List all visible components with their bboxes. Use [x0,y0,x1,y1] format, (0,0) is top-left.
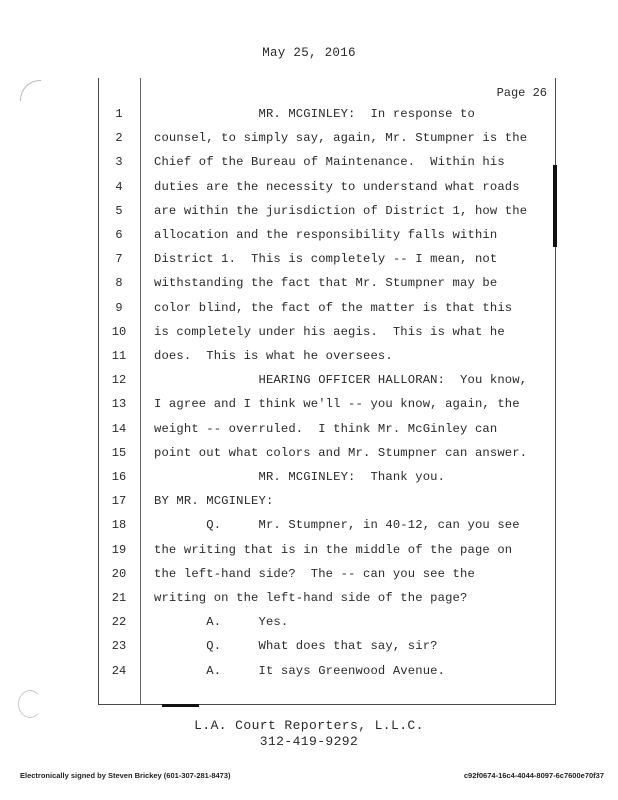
line-number: 10 [111,324,127,339]
line-number: 18 [111,518,127,533]
page-number: Page 26 [496,86,547,100]
transcript-line [98,296,554,320]
transcript-line [98,586,554,610]
line-number: 23 [111,639,127,654]
transcript-line [98,368,554,392]
transcript-line [98,392,554,416]
line-number: 16 [111,470,127,484]
line-text: does. This is what he oversees. [154,349,393,363]
punch-hole-mark [18,690,42,718]
reporter-phone: 312-419-9292 [259,734,359,749]
transcript-line [98,610,554,634]
line-text: Q. Mr. Stumpner, in 40-12, can you see [154,518,520,533]
line-text: Q. What does that say, sir? [154,639,438,654]
line-text: color blind, the fact of the matter is that this [154,300,513,315]
line-text: the writing that is in the middle of the page on [154,542,513,557]
line-number: 13 [111,397,127,412]
line-number: 4 [115,179,123,194]
line-text: counsel, to simply say, again, Mr. Stumpner is the [154,131,528,146]
transcript-line [98,659,554,683]
line-number: 8 [115,276,123,291]
transcript-line [98,126,554,150]
line-text: writing on the left-hand side of the page? [154,591,468,605]
line-number: 2 [115,131,123,146]
transcript-date: May 25, 2016 [262,46,356,60]
line-number: 20 [111,566,127,581]
line-text: MR. MCGINLEY: Thank you. [154,470,446,484]
transcript-line [98,199,554,223]
transcript-line [98,513,554,537]
transcript-line [98,223,554,247]
line-number: 21 [111,591,127,605]
line-number: 17 [111,494,127,509]
line-number: 15 [111,445,127,460]
line-number: 19 [111,542,127,557]
line-number: 1 [115,107,123,121]
transcript-line [98,175,554,199]
line-text: MR. MCGINLEY: In response to [154,107,475,121]
line-text: Chief of the Bureau of Maintenance. Within his [154,155,505,170]
line-number: 11 [111,349,127,363]
line-text: A. Yes. [154,615,289,630]
line-text: duties are the necessity to understand what roads [154,179,520,194]
transcript-line [98,102,554,126]
line-text: point out what colors and Mr. Stumpner can answer. [154,445,528,460]
transcript-line [98,489,554,513]
line-number: 7 [115,252,123,267]
bottom-edge-mark [162,704,199,707]
line-text: are within the jurisdiction of District 1, how the [154,203,528,218]
document-id: c92f0674-16c4-4044-8097-6c7600e70f37 [463,771,604,780]
line-text: withstanding the fact that Mr. Stumpner may be [154,276,498,291]
transcript-line [98,441,554,465]
electronic-signature: Electronically signed by Steven Brickey (601-307-281-8473) [20,771,231,780]
line-text: A. It says Greenwood Avenue. [154,663,446,678]
line-number: 3 [115,155,123,170]
line-number: 14 [111,421,127,436]
scan-corner-mark [20,80,41,101]
transcript-line [98,344,554,368]
transcript-line [98,271,554,295]
line-number: 6 [115,228,123,242]
line-number: 24 [111,663,127,678]
line-number: 12 [111,373,127,388]
line-text: I agree and I think we'll -- you know, again, the [154,397,520,412]
transcript-line [98,465,554,489]
transcript-line [98,247,554,271]
line-text: HEARING OFFICER HALLORAN: You know, [154,373,528,388]
line-text: the left-hand side? The -- can you see the [154,566,475,581]
line-number: 5 [115,203,123,218]
line-number: 22 [111,615,127,630]
line-text: allocation and the responsibility falls within [154,228,498,242]
line-text: weight -- overruled. I think Mr. McGinley can [154,421,498,436]
transcript-line [98,634,554,658]
transcript-line [98,562,554,586]
transcript-line [98,150,554,174]
line-text: BY MR. MCGINLEY: [154,494,274,509]
line-text: District 1. This is completely -- I mean, not [154,252,498,267]
transcript-line [98,417,554,441]
reporter-company: L.A. Court Reporters, L.L.C. [194,718,424,733]
transcript-line [98,538,554,562]
line-text: is completely under his aegis. This is what he [154,324,505,339]
transcript-line [98,320,554,344]
line-number: 9 [115,300,123,315]
